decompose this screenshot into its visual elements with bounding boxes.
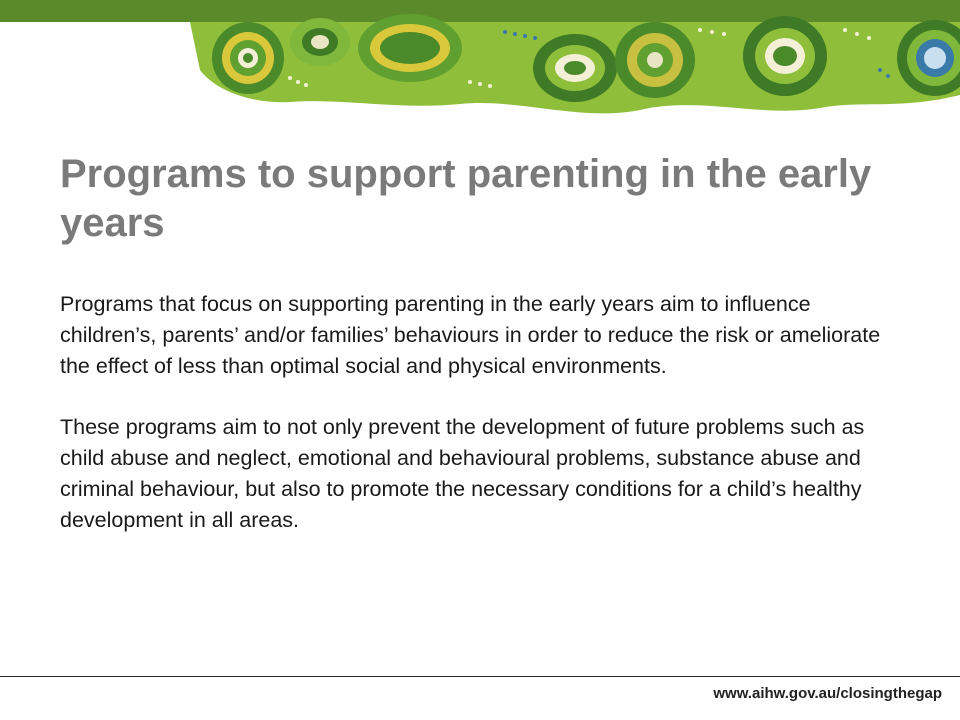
slide-title: Programs to support parenting in the early years <box>60 152 872 245</box>
paragraph-1: Programs that focus on supporting parenting in the early years aim to influence children’s, parents’ and/or families’ behaviours in order to reduce the risk or ameliorate the effect of less than optimal social and physical environments. <box>60 292 881 378</box>
dot-circle-3 <box>358 14 462 82</box>
dot-circle-5 <box>615 22 695 98</box>
dot-art-banner <box>0 0 960 120</box>
slide-body <box>60 289 900 566</box>
dot-circle-6 <box>743 16 827 96</box>
dot-circle-1 <box>212 22 284 94</box>
footer-divider <box>0 676 960 677</box>
footer-url: www.aihw.gov.au/closingthegap <box>713 685 942 702</box>
dot-circle-2 <box>290 18 350 66</box>
paragraph-2: These programs aim to not only prevent the development of future problems such as child abuse and neglect, emotional and behavioural problems, substance abuse and criminal behaviour, but also to promote the necessary conditions for a child’s healthy development in all areas. <box>60 415 865 532</box>
dot-circle-4 <box>533 34 617 102</box>
